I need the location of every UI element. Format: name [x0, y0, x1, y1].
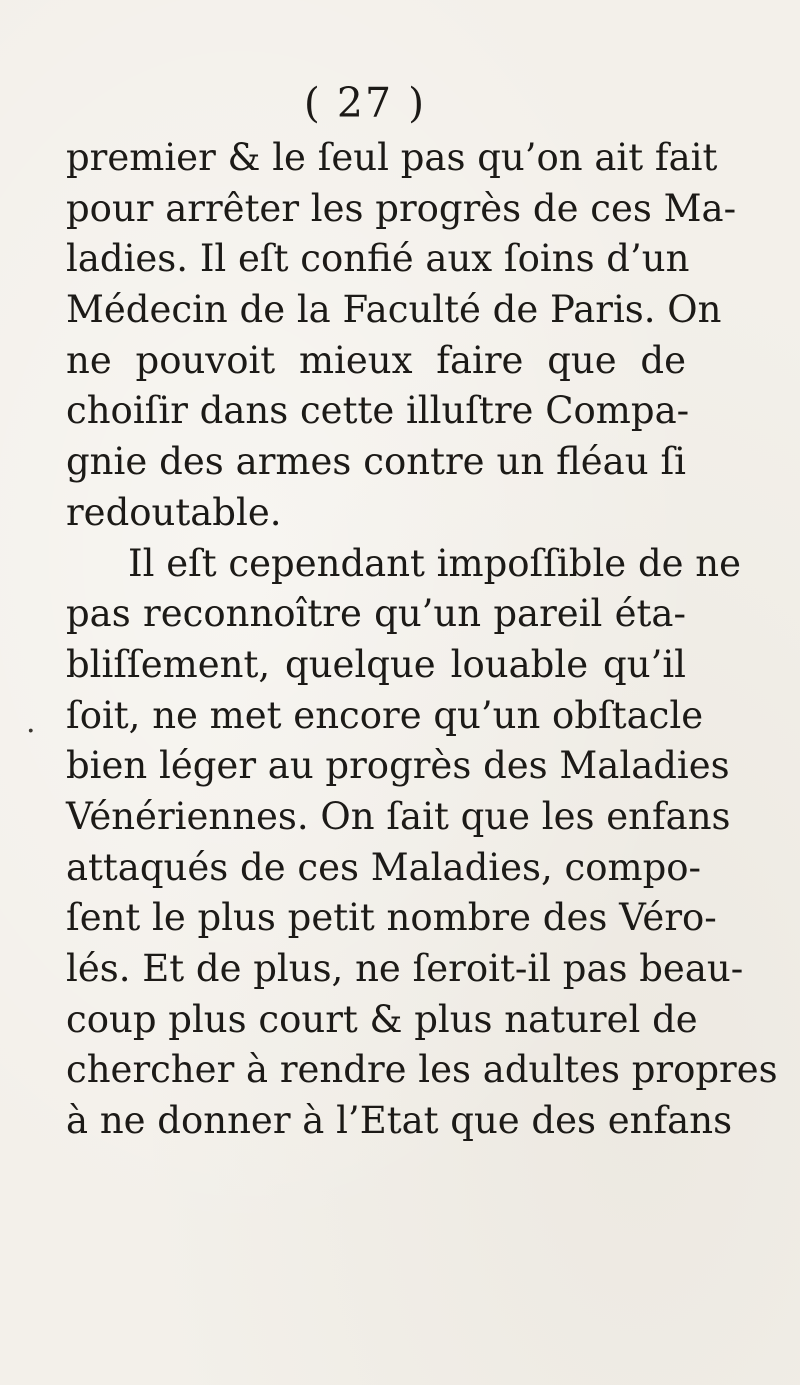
text-line: bien léger au progrès des Maladies — [66, 744, 730, 788]
text-line: attaqués de ces Maladies, compo- — [66, 845, 702, 889]
text-line: Vénériennes. On ſait que les enfans — [66, 794, 731, 838]
text-line: coup plus court & plus naturel de — [66, 997, 698, 1041]
text-line: ſoit, ne met encore qu’un obſtacle — [66, 693, 704, 737]
text-line: bliſſement, quelque louable qu’il — [66, 642, 686, 686]
body-text — [66, 133, 778, 1147]
text-line: premier & le ſeul pas qu’on ait fait — [66, 136, 718, 179]
page-number: ( 27 ) — [303, 79, 427, 127]
paragraph-first-line: Il eſt cependant impoſſible de ne — [128, 541, 742, 585]
text-line: ne pouvoit mieux faire que de — [66, 338, 686, 382]
text-line: chercher à rendre les adultes propres — [66, 1048, 778, 1092]
text-line: à ne donner à l’Etat que des enfans — [66, 1099, 733, 1143]
text-line: pour arrêter les progrès de ces Ma- — [66, 186, 737, 230]
margin-mark: . — [26, 705, 36, 740]
text-line: gnie des armes contre un fléau ſi — [66, 440, 686, 484]
text-line: ladies. Il eſt confié aux ſoins d’un — [66, 237, 690, 281]
text-line: ſent le plus petit nombre des Véro- — [66, 896, 717, 940]
text-line: redoutable. — [66, 490, 282, 534]
text-line: lés. Et de plus, ne ſeroit-il pas beau- — [66, 947, 744, 990]
text-line: Médecin de la Faculté de Paris. On — [66, 288, 722, 332]
text-line: choiſir dans cette illuſtre Compa- — [66, 389, 690, 433]
text-line: pas reconnoître qu’un pareil éta- — [66, 592, 686, 636]
